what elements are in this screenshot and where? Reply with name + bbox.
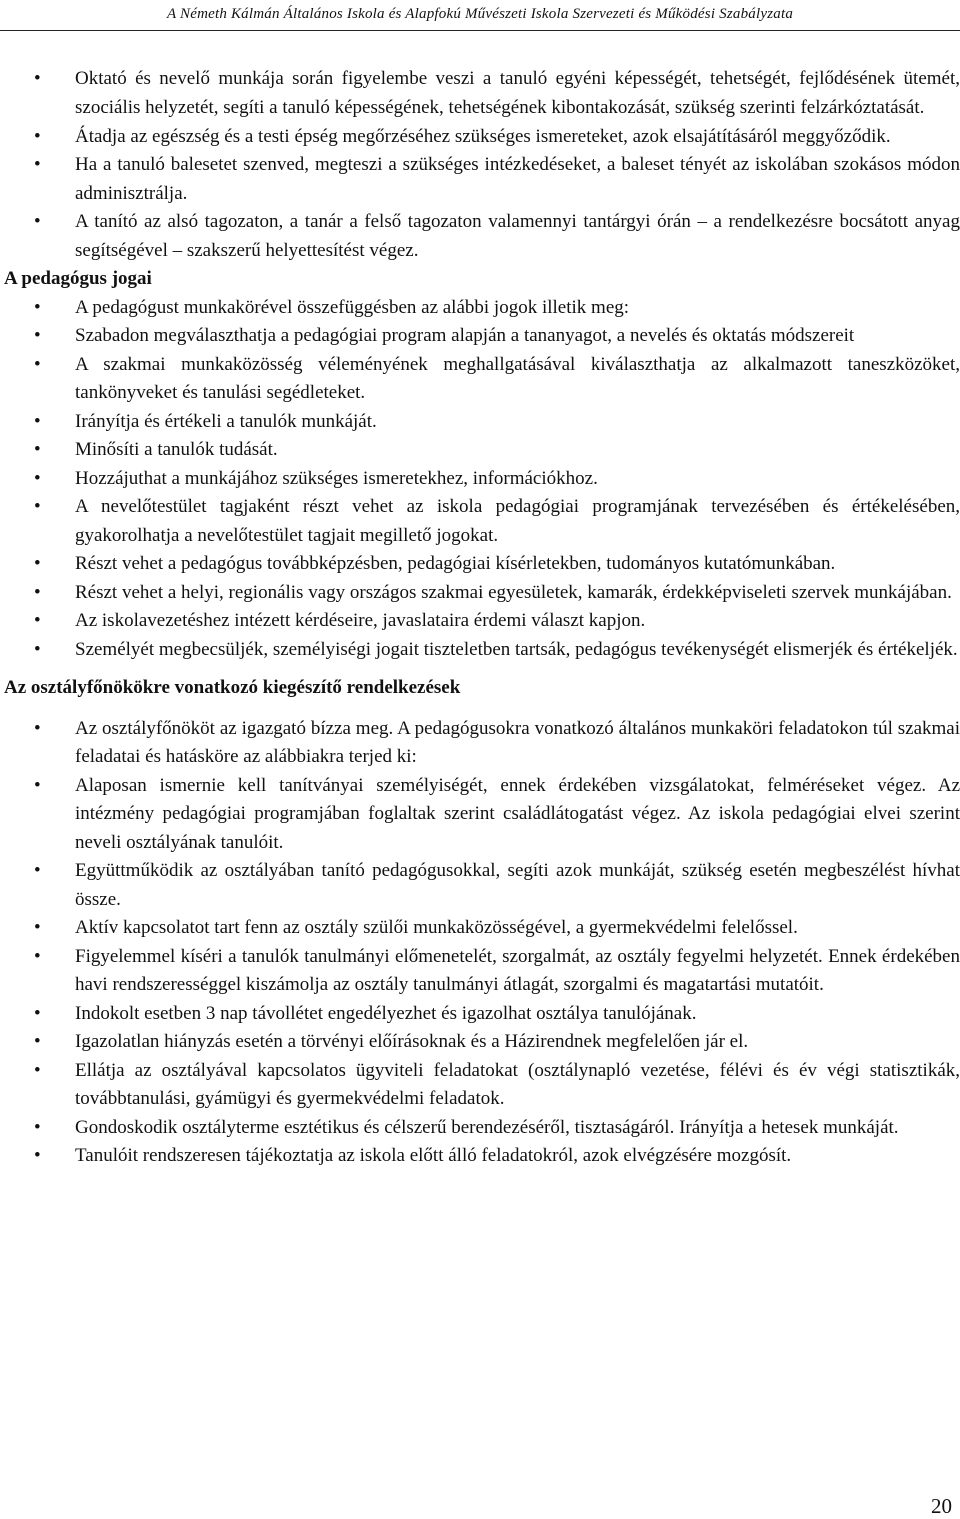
list-item: • Figyelemmel kíséri a tanulók tanulmányi előmenetelét, szorgalmát, az osztály fegyelmi helyzetét. Ennek érdekében havi rendszerességgel kiszámolja az osztály tanulmányi átlagát, szorgalmi és magatartási mutatóit. [0, 943, 960, 1000]
document-body [0, 65, 960, 1171]
list-item: • A nevelőtestület tagjaként részt vehet az iskola pedagógiai programjának tervezésében és értékelésében, gyakorolhatja a nevelőtestület tagjait megillető jogokat. [0, 493, 960, 550]
list-item: • A pedagógust munkakörével összefüggésben az alábbi jogok illetik meg: [0, 294, 960, 323]
list-item: • Aktív kapcsolatot tart fenn az osztály szülői munkaközösségével, a gyermekvédelmi felelőssel. [0, 914, 960, 943]
list-item: • Együttműködik az osztályában tanító pedagógusokkal, segíti azok munkáját, szükség esetén megbeszélést hívhat össze. [0, 857, 960, 914]
list-item: • Minősíti a tanulók tudását. [0, 436, 960, 465]
list-item: • Irányítja és értékeli a tanulók munkáját. [0, 408, 960, 437]
list-item: • Átadja az egészség és a testi épség megőrzéséhez szükséges ismereteket, azok elsajátításáról meggyőződik. [0, 123, 960, 152]
list-item: • Tanulóit rendszeresen tájékoztatja az iskola előtt álló feladatokról, azok elvégzésére mozgósít. [0, 1142, 960, 1171]
page-number: 20 [931, 1494, 952, 1518]
section1-list [0, 294, 960, 665]
section-heading-pedagogus-jogai: A pedagógus jogai [4, 268, 152, 289]
list-item: • Ellátja az osztályával kapcsolatos ügyviteli feladatokat (osztálynapló vezetése, félévi és év végi statisztikák, továbbtanulási, gyámügyi és gyermekvédelmi feladatok. [0, 1057, 960, 1114]
list-item: • Indokolt esetben 3 nap távollétet engedélyezhet és igazolhat osztálya tanulójának. [0, 1000, 960, 1029]
list-item: • Igazolatlan hiányzás esetén a törvényi előírásoknak és a Házirendnek megfelelően jár el. [0, 1028, 960, 1057]
list-item: • Részt vehet a helyi, regionális vagy országos szakmai egyesületek, kamarák, érdekképviseleti szervek munkájában. [0, 579, 960, 608]
list-item: • Alaposan ismernie kell tanítványai személyiségét, ennek érdekében vizsgálatokat, felméréseket végez. Az intézmény pedagógiai programjában foglaltak szerint családlátogatást végez. Az iskola pedagógiai elvei szerint neveli osztályának tanulóit. [0, 772, 960, 858]
list-item: • Oktató és nevelő munkája során figyelembe veszi a tanuló egyéni képességét, tehetségét, fejlődésének ütemét, szociális helyzetét, segíti a tanuló képességének, tehetségének kibontakozását, szükség szerinti felzárkóztatását. [0, 65, 960, 122]
list-item: • Ha a tanuló balesetet szenved, megteszi a szükséges intézkedéseket, a baleset tényét az iskolában szokásos módon adminisztrálja. [0, 151, 960, 208]
list-item: • Gondoskodik osztályterme esztétikus és célszerű berendezéséről, tisztaságáról. Irányítja a hetesek munkáját. [0, 1114, 960, 1143]
page-header: A Németh Kálmán Általános Iskola és Alapfokú Művészeti Iskola Szervezeti és Működési Szabályzata [166, 6, 794, 22]
section2-list [0, 715, 960, 1171]
header-divider [0, 30, 960, 31]
section-heading-osztalyfonok: Az osztályfőnökökre vonatkozó kiegészítő rendelkezések [4, 677, 461, 698]
list-item: • Részt vehet a pedagógus továbbképzésben, pedagógiai kísérletekben, tudományos kutatómunkában. [0, 550, 960, 579]
list-item: • Szabadon megválaszthatja a pedagógiai program alapján a tananyagot, a nevelés és oktatás módszereit [0, 322, 960, 351]
list-item: • Az iskolavezetéshez intézett kérdéseire, javaslataira érdemi választ kapjon. [0, 607, 960, 636]
list-item: • Hozzájuthat a munkájához szükséges ismeretekhez, információkhoz. [0, 465, 960, 494]
list-item: • A tanító az alsó tagozaton, a tanár a felső tagozaton valamennyi tantárgyi órán – a rendelkezésre bocsátott anyag segítségével – szakszerű helyettesítést végez. [0, 208, 960, 265]
intro-list [0, 65, 960, 265]
list-item: • A szakmai munkaközösség véleményének meghallgatásával kiválaszthatja az alkalmazott taneszközöket, tankönyveket és tanulási segédleteket. [0, 351, 960, 408]
list-item: • Az osztályfőnököt az igazgató bízza meg. A pedagógusokra vonatkozó általános munkaköri feladatokon túl szakmai feladatai és hatásköre az alábbiakra terjed ki: [0, 715, 960, 772]
list-item: • Személyét megbecsüljék, személyiségi jogait tiszteletben tartsák, pedagógus tevékenységét elismerjék és értékeljék. [0, 636, 960, 665]
